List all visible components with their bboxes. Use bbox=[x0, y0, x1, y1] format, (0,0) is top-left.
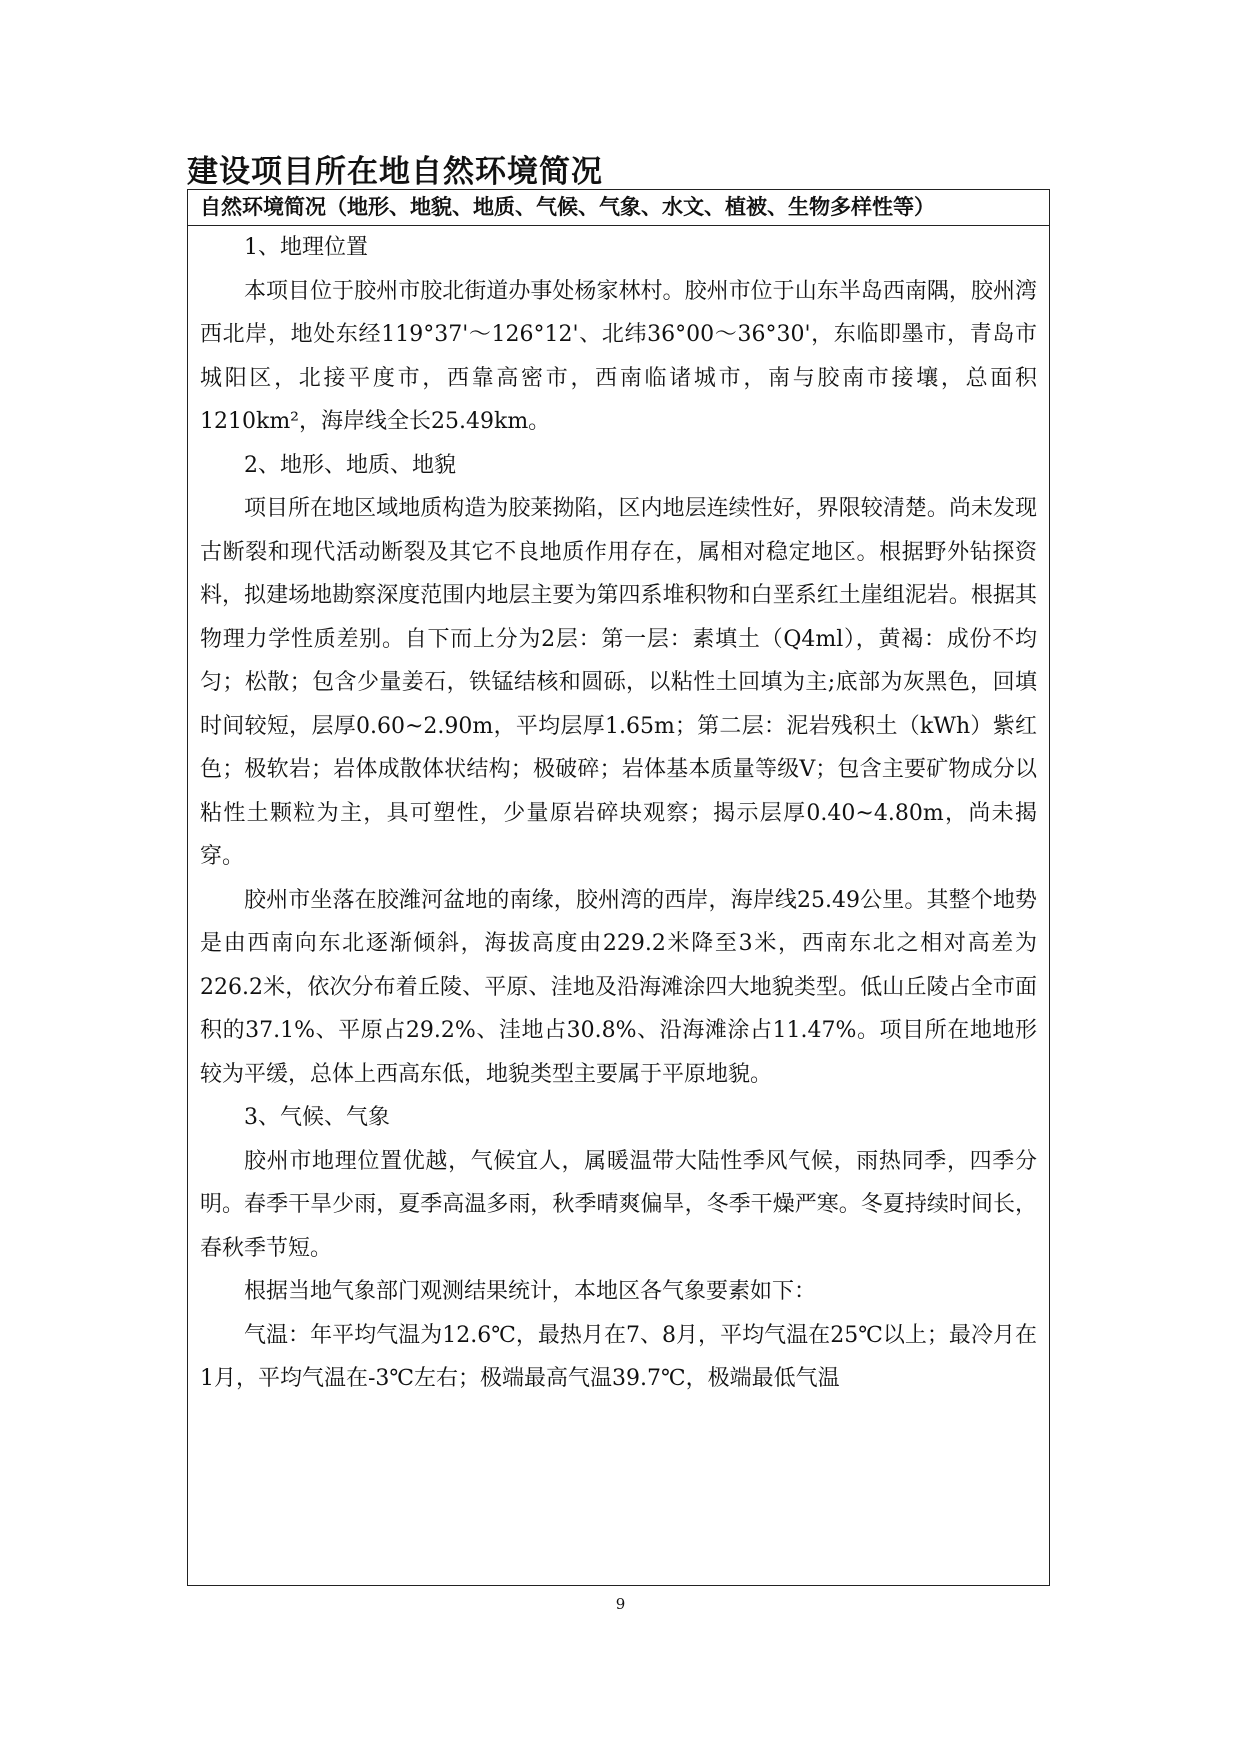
paragraph-location: 本项目位于胶州市胶北街道办事处杨家林村。胶州市位于山东半岛西南隅，胶州湾西北岸，地处东经119°37'～126°12'、北纬36°00～36°30'，东临即墨市，青岛市城阳区，北接平度市，西靠高密市，西南临诸城市，南与胶南市接壤，总面积1210km²，海岸线全长25.49km。 bbox=[200, 278, 1037, 434]
table-body bbox=[200, 226, 1037, 1401]
environment-table bbox=[187, 189, 1050, 1586]
page-number: 9 bbox=[615, 1595, 626, 1613]
paragraph-climate: 胶州市地理位置优越，气候宜人，属暖温带大陆性季风气候，雨热同季，四季分明。春季干旱少雨，夏季高温多雨，秋季晴爽偏旱，冬季干燥严寒。冬夏持续时间长，春秋季节短。 bbox=[200, 1148, 1037, 1261]
page-title: 建设项目所在地自然环境简况 bbox=[187, 154, 603, 190]
paragraph-weather-intro: 根据当地气象部门观测结果统计，本地区各气象要素如下： bbox=[244, 1279, 817, 1304]
section-heading-terrain: 2、地形、地质、地貌 bbox=[244, 452, 456, 478]
table-header: 自然环境简况（地形、地貌、地质、气候、气象、水文、植被、生物多样性等） bbox=[188, 190, 1049, 226]
section-heading-climate: 3、气候、气象 bbox=[244, 1105, 390, 1130]
section-heading-location: 1、地理位置 bbox=[244, 235, 368, 260]
paragraph-geology: 项目所在地区域地质构造为胶莱拗陷，区内地层连续性好，界限较清楚。尚未发现古断裂和现代活动断裂及其它不良地质作用存在，属相对稳定地区。根据野外钻探资料，拟建场地勘察深度范围内地层主要为第四系堆积物和白垩系红土崖组泥岩。根据其物理力学性质差别。自下而上分为2层：第一层：素填土（Q4ml），黄褐：成份不均匀；松散；包含少量姜石，铁锰结核和圆砾，以粘性土回填为主;底部为灰黑色，回填时间较短，层厚0.60~2.90m，平均层厚1.65m；第二层：泥岩残积土（kWh）紫红色；极软岩；岩体成散体状结构；极破碎；岩体基本质量等级V；包含主要矿物成分以粘性土颗粒为主，具可塑性，少量原岩碎块观察；揭示层厚0.40~4.80m，尚未揭穿。 bbox=[200, 496, 1037, 869]
paragraph-landform: 胶州市坐落在胶潍河盆地的南缘，胶州湾的西岸，海岸线25.49公里。其整个地势是由西南向东北逐渐倾斜，海拔高度由229.2米降至3米，西南东北之相对高差为226.2米，依次分布着丘陵、平原、洼地及沿海滩涂四大地貌类型。低山丘陵占全市面积的37.1%、平原占29.2%、洼地占30.8%、沿海滩涂占11.47%。项目所在地地形较为平缓，总体上西高东低，地貌类型主要属于平原地貌。 bbox=[200, 887, 1037, 1087]
paragraph-temperature: 气温：年平均气温为12.6℃，最热月在7、8月，平均气温在25℃以上；最冷月在1月，平均气温在-3℃左右；极端最高气温39.7℃，极端最低气温 bbox=[200, 1322, 1037, 1391]
